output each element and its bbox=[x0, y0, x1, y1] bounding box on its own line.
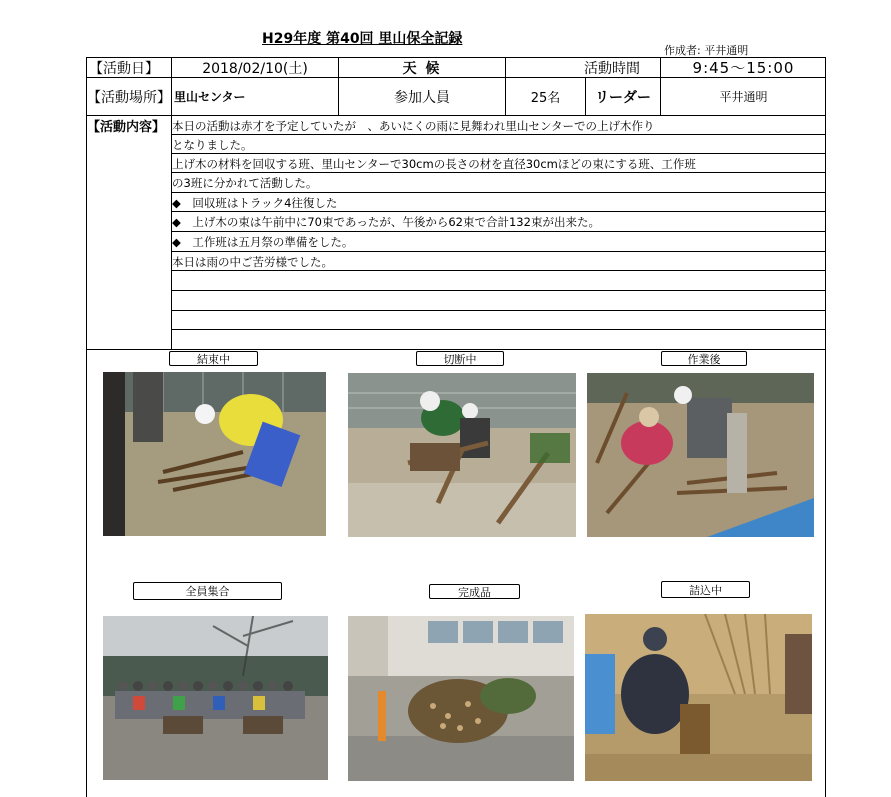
leader-value: 平井通明 bbox=[719, 90, 768, 104]
weather-label: 天 候 bbox=[402, 60, 442, 77]
participants-label: 参加人員 bbox=[394, 89, 450, 106]
photo-binding bbox=[103, 372, 326, 536]
page-title: H29年度 第40回 里山保全記録 bbox=[262, 31, 463, 47]
photo-caption: 結束中 bbox=[169, 351, 258, 366]
photo-packing bbox=[585, 614, 812, 781]
date-value: 2018/02/10(土) bbox=[202, 60, 308, 77]
photo-caption: 詰込中 bbox=[661, 581, 750, 598]
weather-value bbox=[506, 58, 585, 77]
photo-finished bbox=[348, 616, 574, 781]
photo-caption: 作業後 bbox=[661, 351, 747, 366]
content-line: ◆ 回収班はトラック4往復した bbox=[172, 195, 338, 210]
photo-after-work bbox=[587, 373, 814, 537]
content-line: 本日は雨の中ご苦労様でした。 bbox=[172, 254, 333, 269]
content-line: ◆ 上げ木の束は午前中に70束であったが、午後から62束で合計132束が出来た。 bbox=[172, 214, 600, 229]
row-divider bbox=[172, 329, 826, 330]
place-value: 里山センター bbox=[174, 90, 246, 104]
content-line: となりました。 bbox=[172, 137, 253, 152]
row-divider bbox=[172, 290, 826, 291]
time-label: 活動時間 bbox=[584, 60, 640, 77]
content-label: 【活動内容】 bbox=[87, 120, 166, 135]
date-label: 【活動日】 bbox=[89, 60, 159, 77]
content-line: の3班に分かれて活動した。 bbox=[172, 175, 318, 190]
content-line: 本日の活動は赤才を予定していたが 、あいにくの雨に見舞われ里山センターでの上げ木作り bbox=[172, 118, 655, 133]
photo-caption: 完成品 bbox=[429, 584, 520, 599]
row-divider bbox=[172, 310, 826, 311]
photo-caption: 全員集合 bbox=[133, 582, 282, 600]
photo-cutting bbox=[348, 373, 576, 537]
participants-value: 25名 bbox=[530, 91, 561, 106]
leader-label: リーダー bbox=[595, 89, 651, 106]
content-line: 上げ木の材料を回収する班、里山センターで30cmの長さの材を直径30cmほどの束にする班、工作班 bbox=[172, 156, 696, 171]
photo-group bbox=[103, 616, 328, 780]
author-label: 作成者: 平井通明 bbox=[664, 44, 749, 57]
time-value: 9:45～15:00 bbox=[692, 59, 795, 77]
content-line: ◆ 工作班は五月祭の準備をした。 bbox=[172, 234, 354, 249]
photo-caption: 切断中 bbox=[416, 351, 504, 366]
place-label: 【活動場所】 bbox=[87, 89, 171, 106]
